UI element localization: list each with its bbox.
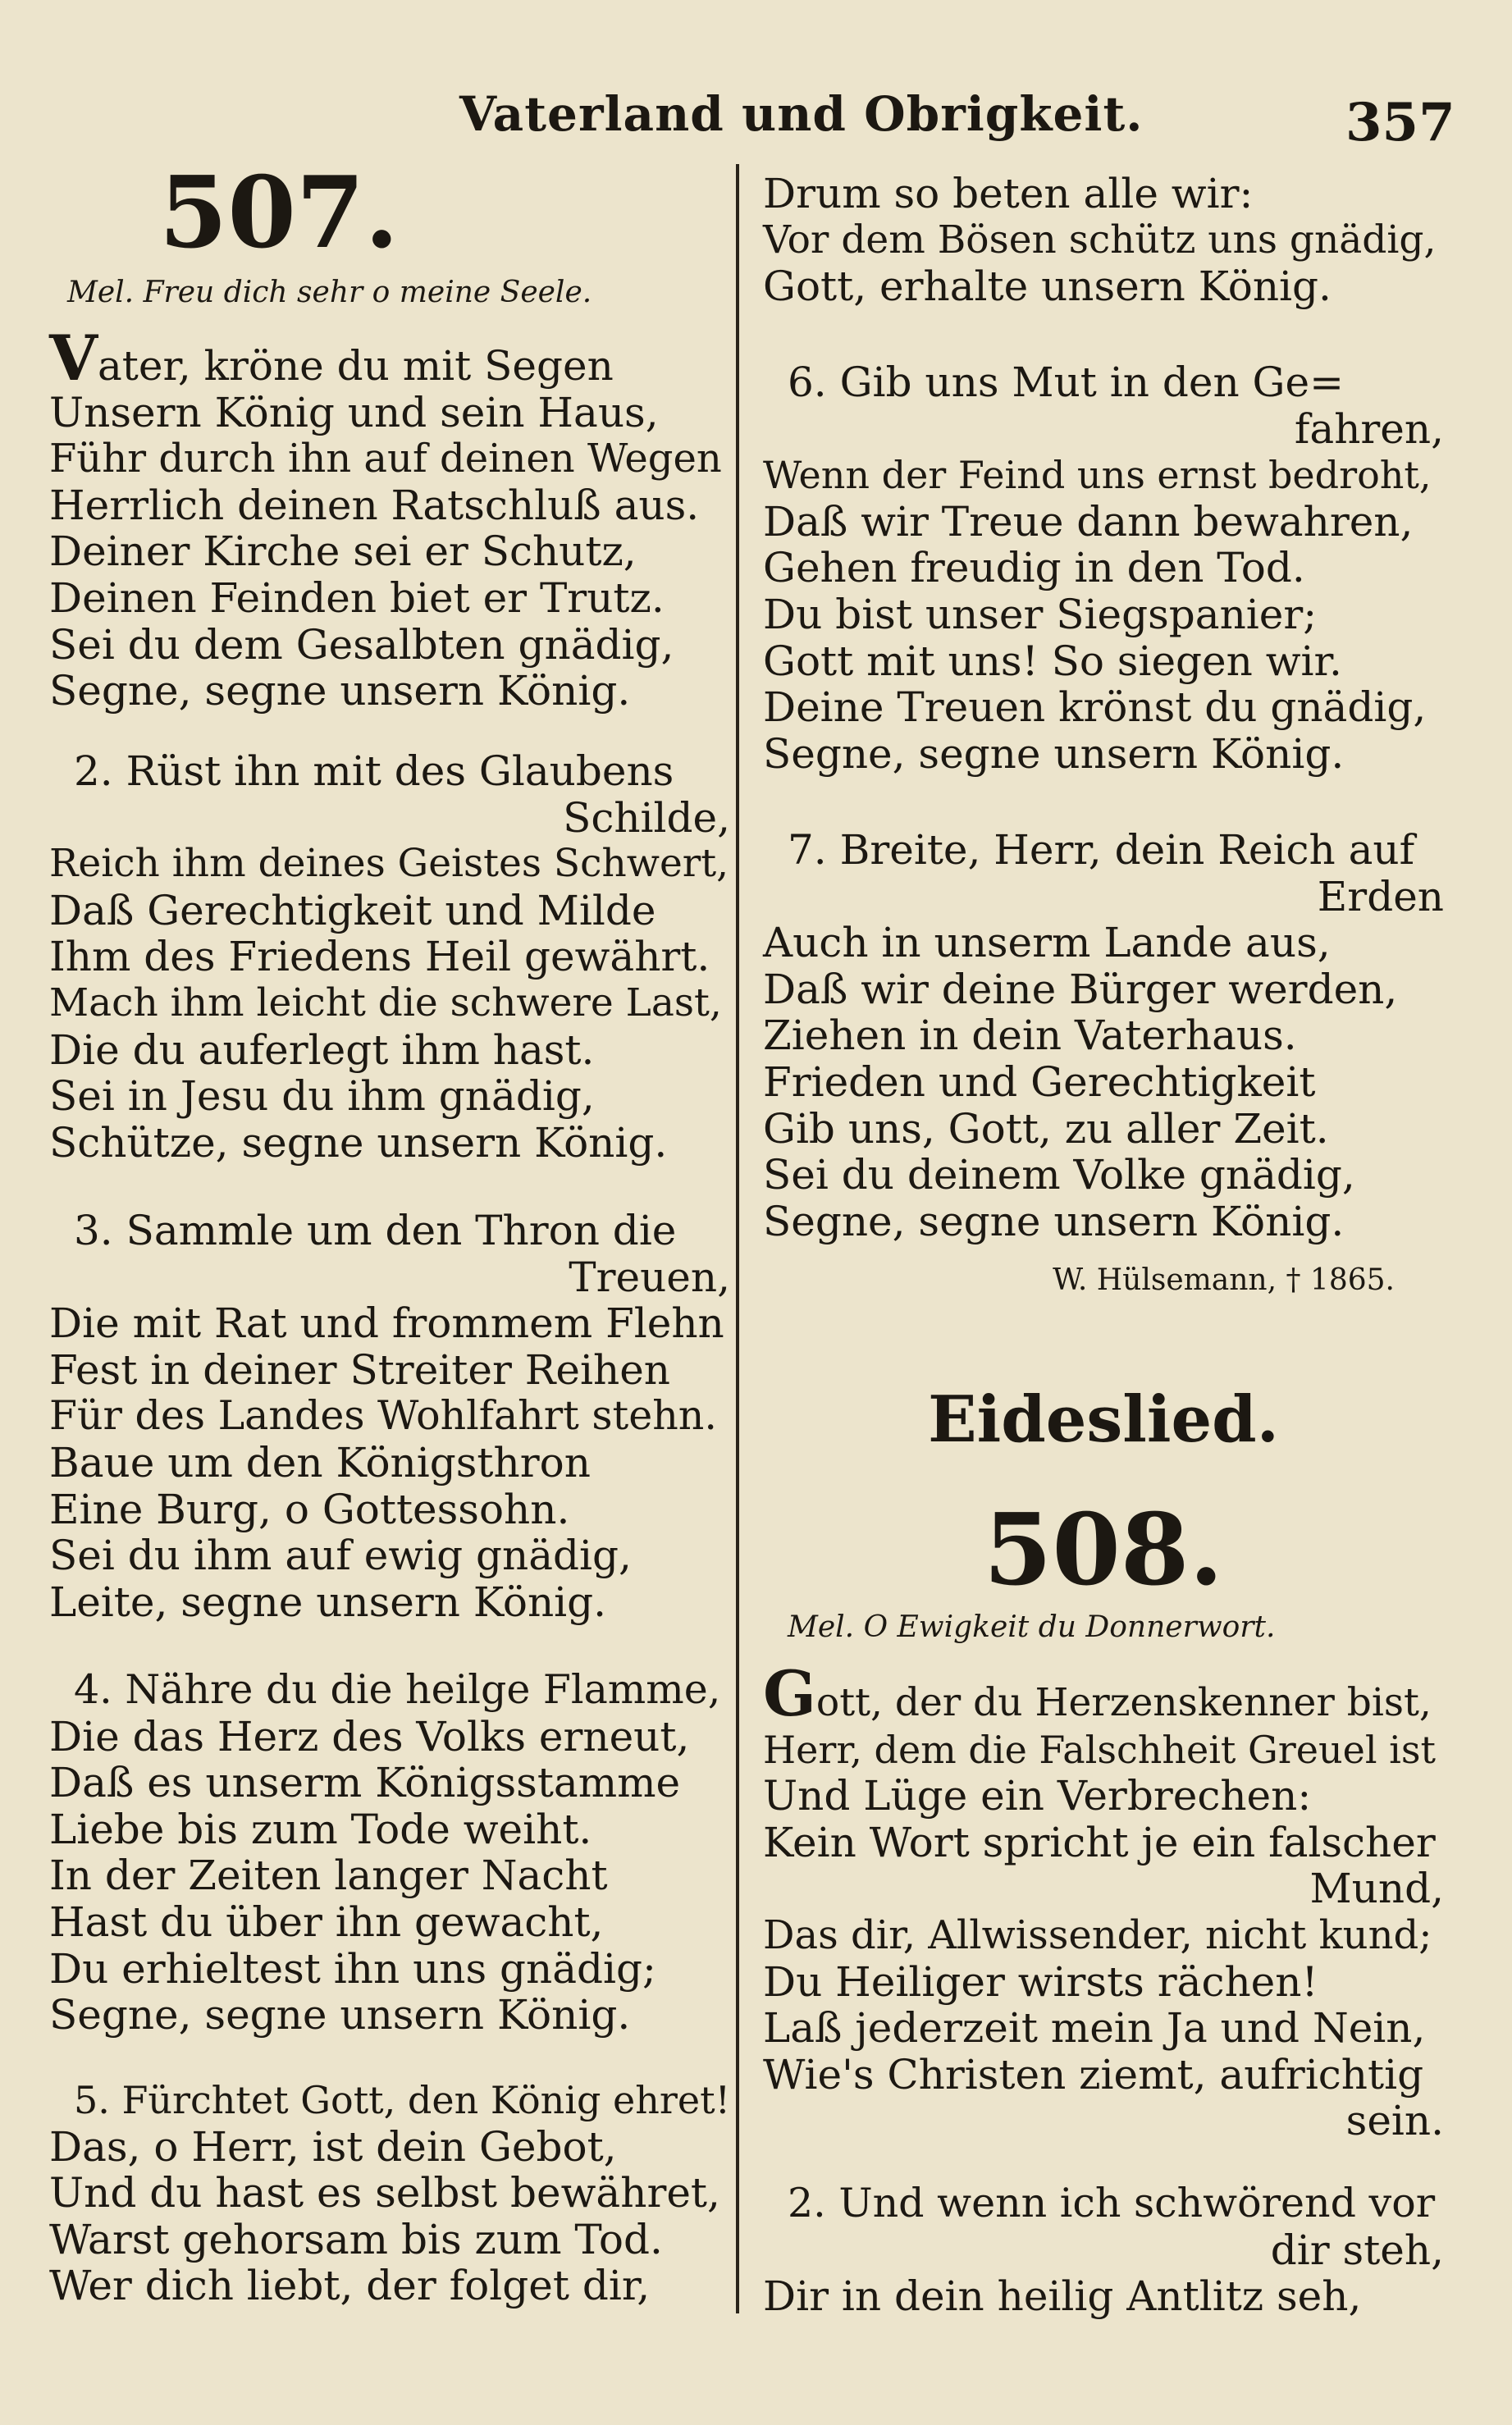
- verse-507-5: [49, 2077, 730, 2309]
- verse-line: Herr, dem die Falschheit Greuel ist: [763, 1727, 1436, 1772]
- verse-line: Wenn der Feind uns ernst bedroht,: [763, 453, 1432, 498]
- running-header: Vaterland und Obrigkeit.: [459, 86, 1144, 142]
- verse-507-1: [49, 322, 730, 715]
- verse-line: Sei du ihm auf ewig gnädig,: [49, 1532, 632, 1580]
- verse-507-7: [763, 827, 1444, 1244]
- verse-line: Sei du dem Gesalbten gnädig,: [49, 620, 674, 669]
- verse-line: Wie's Christen ziemt, aufrichtig: [763, 2050, 1424, 2098]
- verse-line: Warst gehorsam bis zum Tod.: [49, 2215, 663, 2263]
- verse-line: Ihm des Friedens Heil gewährt.: [49, 933, 710, 981]
- verse-line: 4. Nähre du die heilge Flamme,: [74, 1666, 721, 1713]
- verse-line: Daß wir Treue dann bewahren,: [763, 497, 1414, 546]
- verse-line: Die du auferlegt ihm hast.: [49, 1025, 595, 1074]
- verse-line: Eine Burg, o Gottessohn.: [49, 1485, 570, 1533]
- verse-line: Deiner Kirche sei er Schutz,: [49, 527, 637, 576]
- verse-507-3: [49, 1208, 730, 1625]
- verse-line: 6. Gib uns Mut in den Ge=: [788, 358, 1344, 406]
- verse-line: Segne, segne unsern König.: [49, 1991, 631, 2039]
- verse-line: Gehen freudig in den Tod.: [763, 544, 1305, 592]
- verse-line: dir steh,: [1270, 2226, 1444, 2274]
- verse-line: Die mit Rat und frommem Flehn: [49, 1299, 724, 1348]
- verse-line: Ziehen in dein Vaterhaus.: [763, 1012, 1297, 1060]
- verse-line: 2. Und wenn ich schwörend vor: [788, 2180, 1436, 2226]
- verse-line: Für des Landes Wohlfahrt stehn.: [49, 1392, 717, 1440]
- verse-line: 7. Breite, Herr, dein Reich auf: [788, 826, 1415, 874]
- verse-line: Segne, segne unsern König.: [763, 729, 1345, 778]
- verse-line: Auch in unserm Lande aus,: [763, 919, 1331, 967]
- verse-line: Liebe bis zum Tode weiht.: [49, 1805, 592, 1853]
- section-title: Eideslied.: [928, 1382, 1279, 1457]
- verse-line: 5. Fürchtet Gott, den König ehret!: [74, 2078, 731, 2122]
- verse-508-1: [763, 1657, 1444, 2145]
- verse-507-5-cont: [763, 171, 1444, 310]
- verse-line: Herrlich deinen Ratschluß aus.: [49, 481, 700, 529]
- page-number: 357: [1345, 92, 1455, 153]
- verse-line: Daß es unserm Königsstamme: [49, 1759, 681, 1807]
- verse-line: Die das Herz des Volks erneut,: [49, 1712, 690, 1761]
- verse-line: Das dir, Allwissender, nicht kund;: [763, 1911, 1432, 1958]
- hymn-number-507: 507.: [158, 155, 400, 271]
- verse-line: Schilde,: [563, 793, 730, 842]
- verse-line: fahren,: [1294, 404, 1444, 453]
- verse-line: Wer dich liebt, der folget dir,: [49, 2262, 651, 2310]
- verse-line: Vor dem Bösen schütz uns gnädig,: [763, 217, 1437, 263]
- verse-line: Leite, segne unsern König.: [49, 1578, 607, 1626]
- melody-line-507: Mel. Freu dich sehr o meine Seele.: [67, 276, 592, 309]
- verse-line: Reich ihm deines Geistes Schwert,: [49, 841, 729, 887]
- verse-line: Mach ihm leicht die schwere Last,: [49, 980, 722, 1025]
- verse-line: [49, 322, 730, 395]
- verse-line: Kein Wort spricht je ein falscher: [763, 1818, 1436, 1866]
- drop-initial: G: [763, 1657, 816, 1730]
- verse-line: Sei du deinem Volke gnädig,: [763, 1151, 1355, 1199]
- author-attribution: W. Hülsemann, † 1865.: [1053, 1263, 1395, 1297]
- verse-line: 2. Rüst ihn mit des Glaubens: [74, 747, 674, 795]
- verse-line: Laß jederzeit mein Ja und Nein,: [763, 2004, 1426, 2053]
- verse-line: Gott, erhalte unsern König.: [763, 263, 1332, 311]
- verse-line: Segne, segne unsern König.: [49, 667, 631, 715]
- verse-line: Drum so beten alle wir:: [763, 170, 1254, 217]
- verse-line: Frieden und Gerechtigkeit: [763, 1057, 1316, 1106]
- melody-line-508: Mel. O Ewigkeit du Donnerwort.: [788, 1610, 1276, 1644]
- verse-line: Gott mit uns! So siegen wir.: [763, 637, 1342, 685]
- verse-line: Baue um den Königsthron: [49, 1438, 591, 1487]
- verse-line: Unsern König und sein Haus,: [49, 388, 659, 436]
- verse-line: In der Zeiten langer Nacht: [49, 1852, 608, 1900]
- verse-line: Du bist unser Siegspanier;: [763, 590, 1318, 638]
- verse-line: 3. Sammle um den Thron die: [74, 1207, 677, 1254]
- verse-line: Deine Treuen krönst du gnädig,: [763, 683, 1427, 732]
- column-divider: [736, 164, 739, 2313]
- verse-line: Du erhieltest ihn uns gnädig;: [49, 1944, 656, 1993]
- verse-line: [763, 1657, 1444, 1730]
- verse-line: Erden: [1317, 872, 1444, 920]
- verse-line: Daß Gerechtigkeit und Milde: [49, 886, 656, 934]
- verse-508-2: [763, 2181, 1444, 2320]
- verse-line: Segne, segne unsern König.: [763, 1197, 1345, 1245]
- verse-line: Schütze, segne unsern König.: [49, 1118, 668, 1167]
- hymn-number-508: 508.: [983, 1492, 1224, 1608]
- verse-line: Führ durch ihn auf deinen Wegen: [49, 436, 722, 482]
- verse-507-6: [763, 359, 1444, 777]
- verse-line: Und du hast es selbst bewähret,: [49, 2169, 720, 2217]
- verse-line: Sei in Jesu du ihm gnädig,: [49, 1072, 595, 1121]
- verse-line: Das, o Herr, ist dein Gebot,: [49, 2122, 617, 2171]
- verse-line: Deinen Feinden biet er Trutz.: [49, 573, 665, 622]
- verse-line: Mund,: [1309, 1865, 1444, 1913]
- verse-507-4: [49, 1667, 730, 2039]
- drop-initial: V: [49, 322, 98, 395]
- verse-line-text: ater, kröne du mit Segen: [97, 342, 614, 390]
- verse-line-text: ott, der du Herzenskenner bist,: [815, 1680, 1432, 1725]
- verse-line: Du Heiliger wirsts rächen!: [763, 1957, 1318, 2006]
- verse-line: Hast du über ihn gewacht,: [49, 1898, 604, 1946]
- verse-line: Gib uns, Gott, zu aller Zeit.: [763, 1104, 1329, 1153]
- verse-line: Dir in dein heilig Antlitz seh,: [763, 2272, 1362, 2321]
- verse-line: Fest in deiner Streiter Reihen: [49, 1345, 670, 1394]
- verse-line: sein.: [1345, 2097, 1444, 2145]
- verse-line: Und Lüge ein Verbrechen:: [763, 1772, 1312, 1820]
- verse-line: Daß wir deine Bürger werden,: [763, 965, 1398, 1013]
- verse-507-2: [49, 748, 730, 1166]
- verse-line: Treuen,: [569, 1253, 730, 1301]
